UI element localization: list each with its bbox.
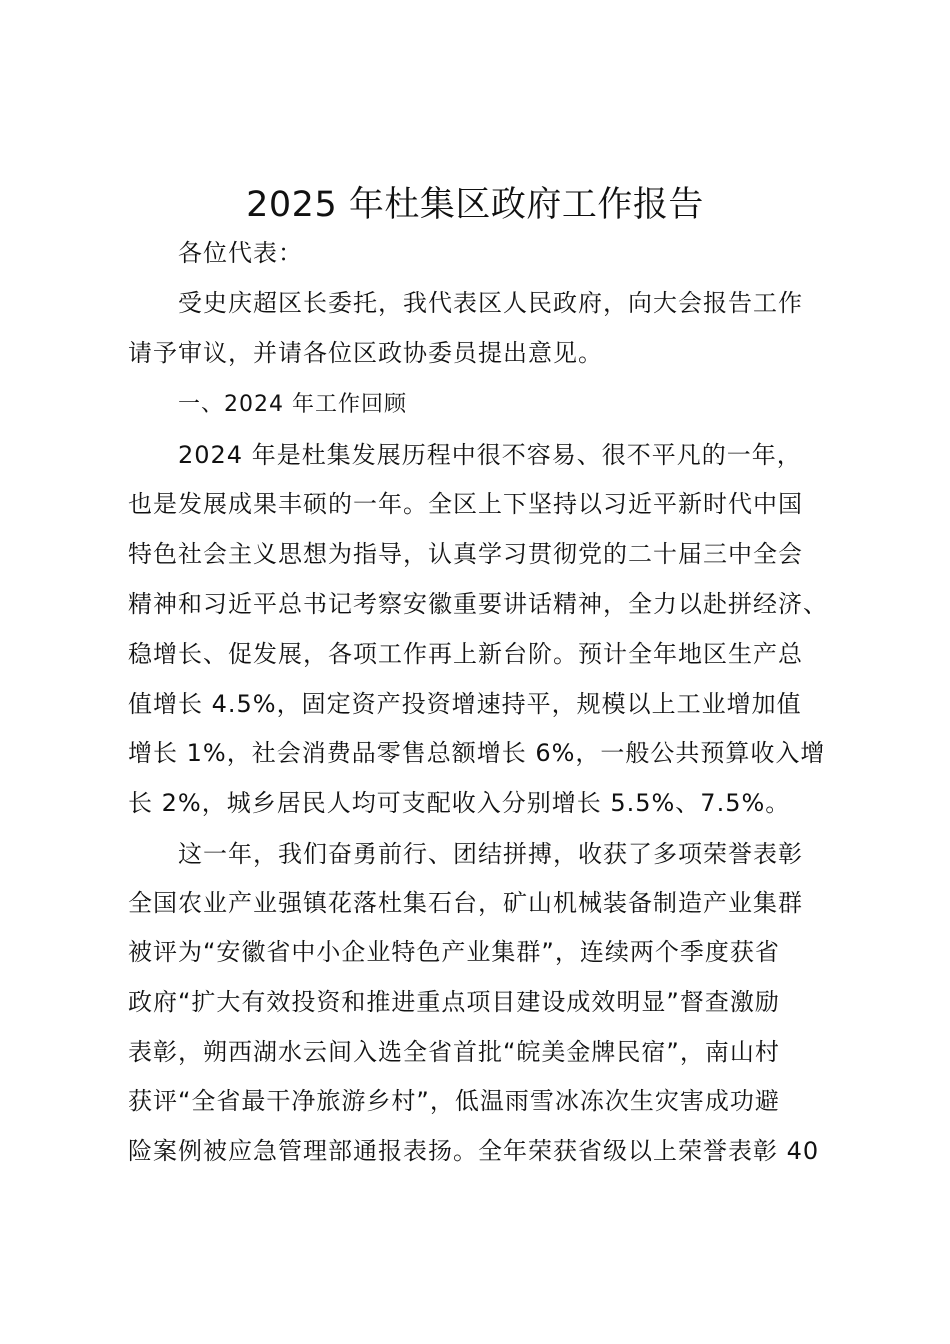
paragraph-line: 值增长 4.5%，固定资产投资增速持平，规模以上工业增加值: [128, 690, 802, 718]
paragraph-line: 获评“全省最干净旅游乡村”，低温雨雪冰冻次生灾害成功避: [128, 1087, 780, 1115]
paragraph-line: 险案例被应急管理部通报表扬。全年荣获省级以上荣誉表彰 40: [128, 1137, 820, 1165]
paragraph-line: 长 2%，城乡居民人均可支配收入分别增长 5.5%、7.5%。: [128, 789, 791, 817]
paragraph-line: 全国农业产业强镇花落杜集石台，矿山机械装备制造产业集群: [128, 889, 803, 917]
salutation-line: 各位代表：: [178, 239, 303, 267]
paragraph-line: 2024 年是杜集发展历程中很不容易、很不平凡的一年，: [178, 441, 802, 469]
paragraph-line: 受史庆超区长委托，我代表区人民政府，向大会报告工作: [178, 289, 803, 317]
paragraph-line: 稳增长、促发展，各项工作再上新台阶。预计全年地区生产总: [128, 640, 803, 668]
document-title: 2025 年杜集区政府工作报告: [246, 185, 704, 225]
paragraph-line: 被评为“安徽省中小企业特色产业集群”，连续两个季度获省: [128, 938, 780, 966]
paragraph-line: 特色社会主义思想为指导，认真学习贯彻党的二十届三中全会: [128, 540, 803, 568]
paragraph-line: 也是发展成果丰硕的一年。全区上下坚持以习近平新时代中国: [128, 490, 803, 518]
paragraph-line: 表彰，朔西湖水云间入选全省首批“皖美金牌民宿”，南山村: [128, 1038, 780, 1066]
paragraph-line: 增长 1%，社会消费品零售总额增长 6%，一般公共预算收入增: [128, 739, 826, 767]
paragraph-line: 精神和习近平总书记考察安徽重要讲话精神，全力以赴拼经济、: [128, 590, 828, 618]
paragraph-line: 这一年，我们奋勇前行、团结拼搏，收获了多项荣誉表彰: [178, 840, 803, 868]
paragraph-line: 请予审议，并请各位区政协委员提出意见。: [128, 339, 603, 367]
paragraph-line: 政府“扩大有效投资和推进重点项目建设成效明显”督查激励: [128, 988, 780, 1016]
section-heading: 一、2024 年工作回顾: [178, 392, 407, 417]
